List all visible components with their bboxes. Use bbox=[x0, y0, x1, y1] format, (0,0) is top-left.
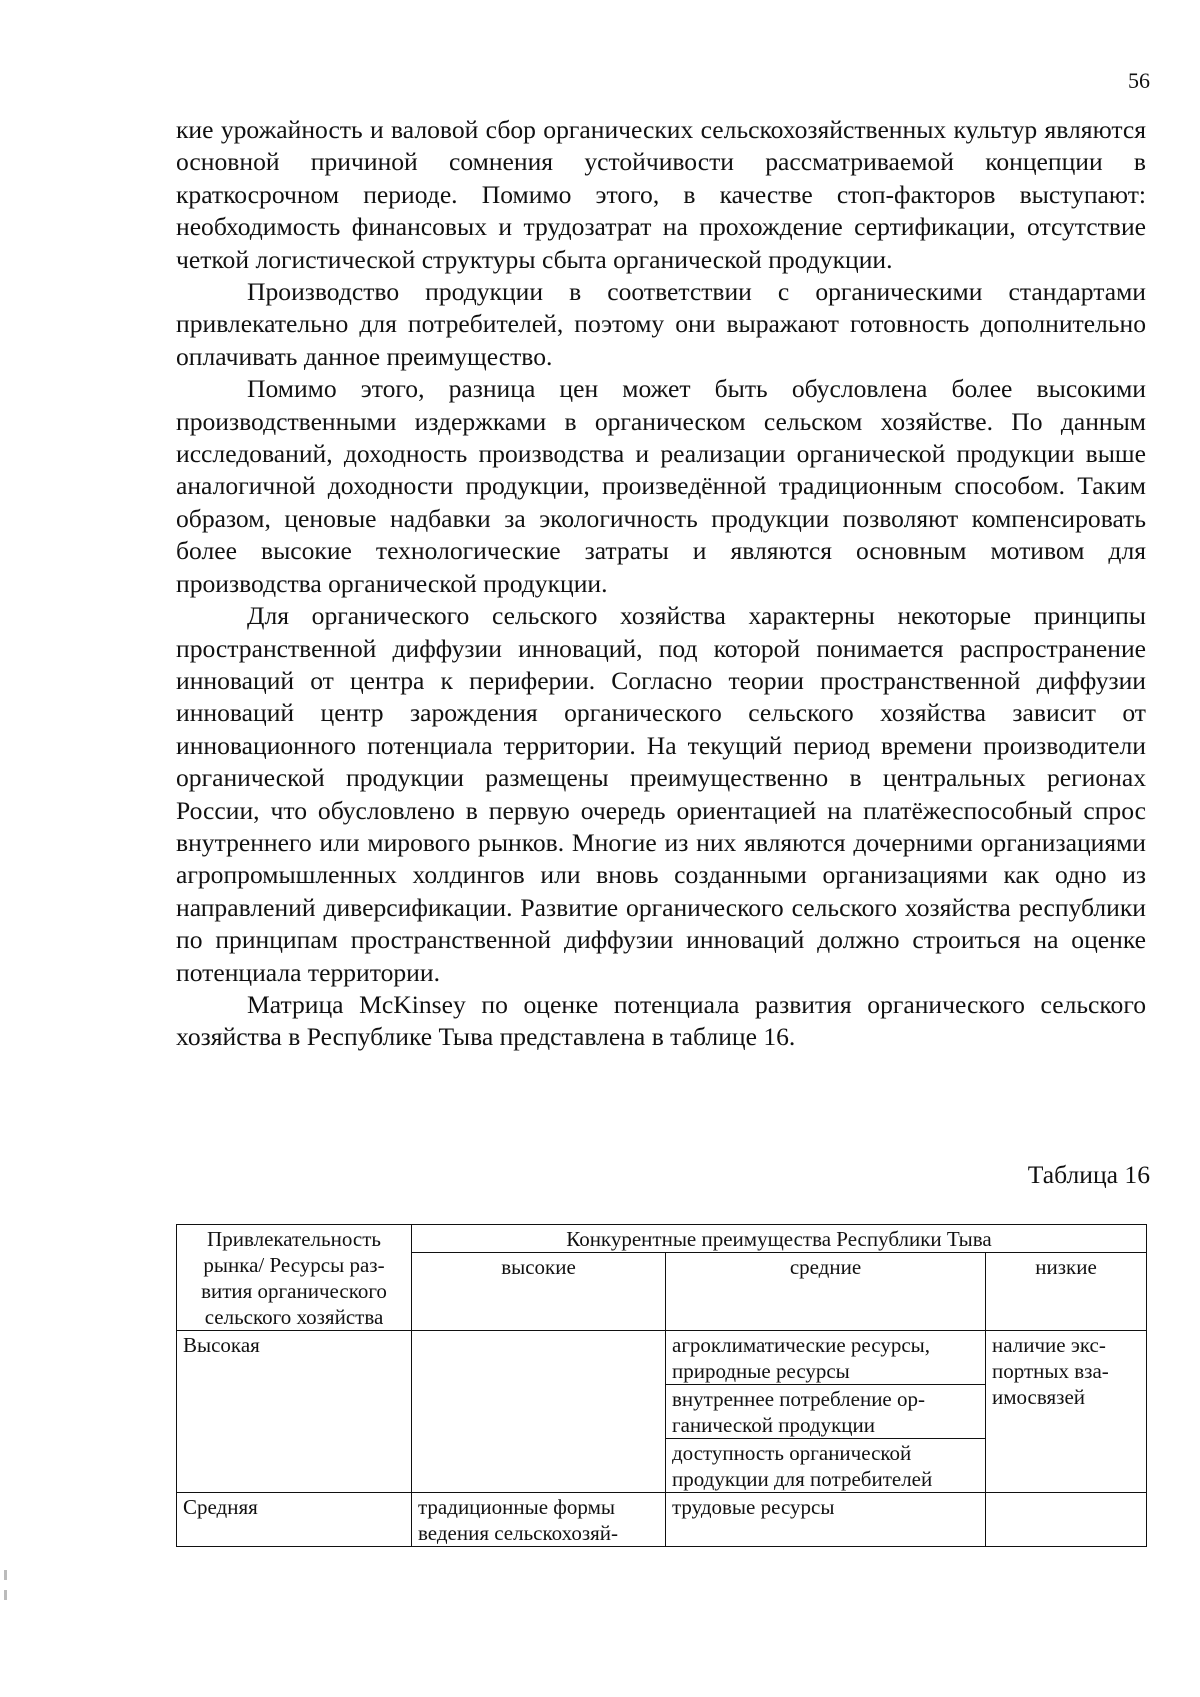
table-cell: наличие экспортных взаимосвязей bbox=[986, 1331, 1147, 1493]
table-cell: трудовые ресурсы bbox=[666, 1493, 986, 1547]
table-cell bbox=[986, 1493, 1147, 1547]
table-cell: традиционные формы ведения сельскохозяй- bbox=[412, 1493, 666, 1547]
table-caption: Таблица 16 bbox=[1027, 1160, 1150, 1189]
table-header-row bbox=[177, 1225, 1147, 1253]
paragraph: Для органического сельского хозяйства характерны некоторые принципы пространственной диффузии инноваций, под которой понимается распространение инноваций от центра к периферии. Согласно теории пространственной диффузии инноваций центр зарождения органического сельского хозяйства зависит от инновационного потенциала территории. На текущий период времени производители органической продукции размещены преимущественно в центральных регионах России, что обусловлено в первую очередь ориентацией на платёжеспособный спрос внутреннего или мирового рынков. Многие из них являются дочерними организациями агропромышленных холдингов или вновь созданными организациями как одно из направлений диверсификации. Развитие органического сельского хозяйства республики по принципам пространственной диффузии инноваций должно строиться на оценке потенциала территории. bbox=[176, 601, 1146, 987]
row-label-cell: Средняя bbox=[177, 1493, 412, 1547]
column-header-medium: средние bbox=[666, 1253, 986, 1331]
body-text bbox=[176, 114, 1146, 1054]
page-number: 56 bbox=[1128, 68, 1150, 93]
corner-header-cell: Привлекательность рынка/ Ресурсы развития органического сельского хозяйства bbox=[177, 1225, 412, 1331]
scan-artifact-mark bbox=[4, 1590, 7, 1600]
row-label-cell: Высокая bbox=[177, 1331, 412, 1493]
column-header-low: низкие bbox=[986, 1253, 1147, 1331]
paragraph: Матрица McKinsey по оценке потенциала развития органического сельского хозяйства в Республике Тыва представлена в таблице 16. bbox=[176, 989, 1146, 1052]
table-cell: агроклиматические ресурсы, природные ресурсы bbox=[666, 1331, 986, 1385]
paragraph: кие урожайность и валовой сбор органических сельскохозяйственных культур являются основной причиной сомнения устойчивости рассматриваемой концепции в краткосрочном периоде. Помимо этого, в качестве стоп-факторов выступают: необходимость финансовых и трудозатрат на прохождение сертификации, отсутствие четкой логистической структуры сбыта органической продукции. bbox=[176, 115, 1146, 274]
paragraph: Производство продукции в соответствии с органическими стандартами привлекательно для потребителей, поэтому они выражают готовность дополнительно оплачивать данное преимущество. bbox=[176, 277, 1146, 371]
table-row bbox=[177, 1331, 1147, 1385]
scan-artifact-mark bbox=[4, 1570, 7, 1580]
table-cell bbox=[412, 1331, 666, 1493]
table-cell: доступность органической продукции для потребителей bbox=[666, 1439, 986, 1493]
column-header-high: высокие bbox=[412, 1253, 666, 1331]
paragraph: Помимо этого, разница цен может быть обусловлена более высокими производственными издержками в органическом сельском хозяйстве. По данным исследований, доходность производства и реализации органической продукции выше аналогичной доходности продукции, произведённой традиционным способом. Таким образом, ценовые надбавки за экологичность продукции позволяют компенсировать более высокие технологические затраты и являются основным мотивом для производства органической продукции. bbox=[176, 374, 1146, 598]
table-row bbox=[177, 1493, 1147, 1547]
group-header-cell: Конкурентные преимущества Республики Тыва bbox=[412, 1225, 1147, 1253]
mckinsey-matrix-table bbox=[176, 1224, 1147, 1547]
table-cell: внутреннее потребление органической продукции bbox=[666, 1385, 986, 1439]
